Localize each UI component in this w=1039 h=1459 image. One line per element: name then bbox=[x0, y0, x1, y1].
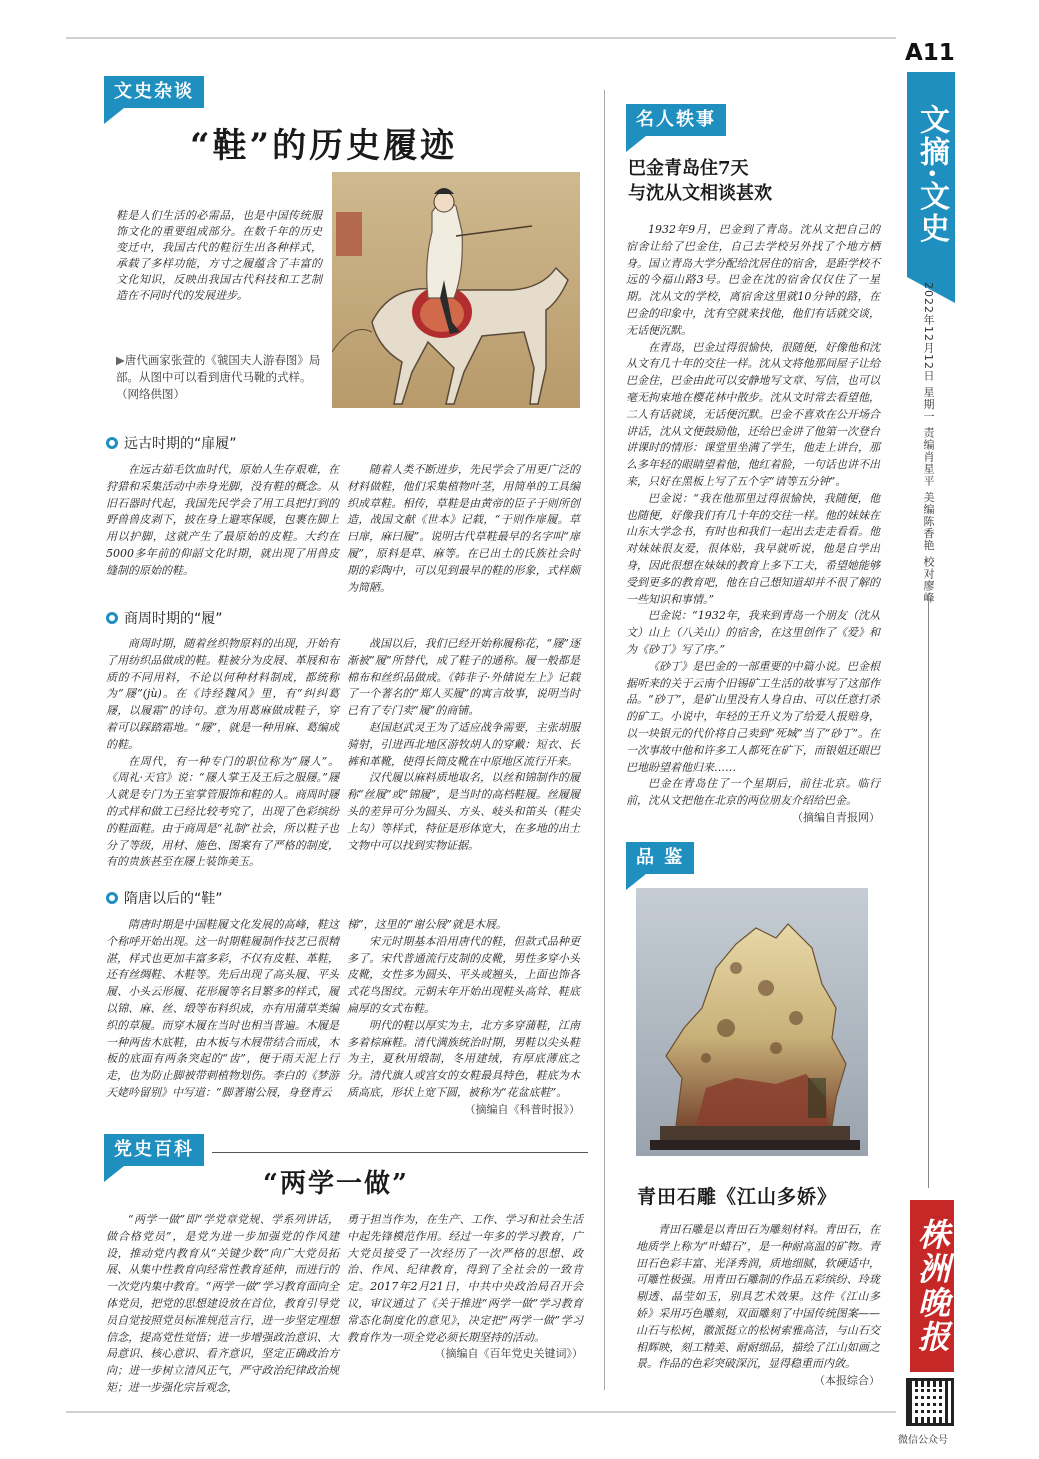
painting-image bbox=[332, 172, 580, 408]
bullet-circle-icon bbox=[106, 437, 118, 449]
article2-source: （摘编自《百年党史关键词》） bbox=[434, 1347, 583, 1361]
qr-code-icon[interactable] bbox=[906, 1378, 954, 1426]
subhead-1: 远古时期的“扉履” bbox=[106, 433, 237, 453]
stone-carving-illustration-icon bbox=[636, 888, 868, 1156]
painting-caption: ▶唐代画家张萱的《虢国夫人游春图》局部。从图中可以看到唐代马靴的式样。（网络供图） bbox=[116, 353, 321, 401]
column-divider bbox=[604, 90, 605, 1390]
section1-col2: 随着人类不断进步，先民学会了用更广泛的材料做鞋，他们采集植物叶茎，用简单的工具编织成草鞋。相传，草鞋是由黄帝的臣子于则所创造，战国文献《世本》记载，“于则作扉履。草曰扉，麻曰履”。说明古代草鞋最早的名字叫“扉履”，原料是草、麻等。在已出土的氏族社会时期的彩陶中，可以见到最早的鞋的形象，式样颇为简陋。 bbox=[347, 463, 580, 594]
qr-label: 微信公众号 bbox=[898, 1435, 948, 1446]
article1-title: “鞋”的历史履迹 bbox=[190, 126, 458, 166]
tag-pinjian: 品 鉴 bbox=[626, 842, 694, 874]
sculpture-image bbox=[636, 888, 868, 1156]
subhead-2: 商周时期的“履” bbox=[106, 608, 223, 628]
article1-source: （摘编自《科普时报》） bbox=[464, 1102, 580, 1116]
article2-col2: 勇于担当作为，在生产、工作、学习和社会生活中起先锋模范作用。经过一年多的学习教育，广大党员接受了一次经历了一次严格的思想、政治、作风、纪律教育，得到了全社会的一致肯定。2017年2月21日，中共中央政治局召开会议，审议通过了《关于推进“两学一做”学习教育常态化制度化的意见》，决定把“两学一做”学习教育作为一项全党必须长期坚持的活动。 （摘编自《百年党史关键词》） bbox=[347, 1212, 583, 1363]
section1-col1: 在远古茹毛饮血时代，原始人生存艰难，在狩猎和采集活动中赤身光脚，没有鞋的概念。从旧石器时代起，我国先民学会了用工具把打到的野兽兽皮剥下，披在身上避寒保暖，包裹在脚上用以护脚，这就产生了最原始的皮鞋。大约在5000多年前的仰韶文化时期，就出现了用兽皮缝制的原始的鞋。 bbox=[106, 463, 339, 577]
side-rule bbox=[928, 593, 929, 1188]
section-name: 文摘·文史 bbox=[907, 72, 955, 277]
tag-dangshi: 党史百科 bbox=[104, 1134, 204, 1166]
page-number: A11 bbox=[905, 40, 955, 66]
article2-title-rule bbox=[212, 1152, 588, 1153]
article4-body: 青田石雕是以青田石为雕刻材料。青田石，在地质学上称为“叶蜡石”，是一种耐高温的矿物。青田石色彩丰富、光泽秀润，质地细腻，软硬适中，可雕性极强。用青田石雕制的作品五彩缤纷、玲珑剔透、晶莹如玉，别具艺术效果。这件《江山多娇》采用巧色雕刻，双面雕刻了中国传统图案——山石与松树，徽派挺立的松树索雅高洁，与山石交相辉映，刻工精美、耐耐细品，描绘了江山如画之景。作品的色彩突破深沉，显得稳重而内敛。 （本报综合） bbox=[636, 1222, 880, 1390]
article3-source: （摘编自青报网） bbox=[792, 810, 880, 824]
article3-body: 1932年9月，巴金到了青岛。沈从文把自己的宿舍让给了巴金住，自己去学校另外找了个地方栖身。国立青岛大学分配给沈居住的宿舍，是距学校不远的今福山路3号。巴金在沈的宿舍仅仅住了一星期。沈从文的学校，离宿舍这里就10分钟的路，在巴金的印象中，沈有空就来找他，他们有话就交谈，无话便沉默。 在青岛，巴金过得很愉快，很随便，好像他和沈从文有几十年的交往一样。沈从文将他那间屋子让给巴金住，巴金由此可以安静地写文章、写信，也可以毫无拘束地在樱花林中散步。沈从文时常去看望他，二人有话就谈，无话便沉默。巴金不喜欢在公开场合讲话，沈从文便鼓励他，还给巴金讲了他第一次登台讲课时的情形：课堂里坐满了学生，他走上讲台，那么多年轻的眼睛望着他，他红着脸，一句话也讲不出来，只好在黑板上写了五个字“请等五分钟”。 巴金说：“我在他那里过得很愉快，我随便，他也随便，好像我们有几十年的交往一样。他的妹妹在山东大学念书，有时也和我们一起出去走走看看。他对妹妹很友爱，很体贴，我早就听说，他是自学出身，因此很想在妹妹的教育上多下工夫，希望她能够受到更多的教育吧，他在自己想知道却并不很了解的一些知识和事情。” 巴金说：“1932年，我来到青岛一个朋友（沈从文）山上（八关山）的宿舍，在这里创作了《爱》和为《砂丁》写了序。” 《砂丁》是巴金的一部重要的中篇小说。巴金根据听来的关于云南个旧锡矿工生活的故事写了这部作品。“砂丁”，是矿山里没有人身自由、可以任意打杀的矿工。小说中，年轻的王升义为了给爱人报赔身，以一块银元的代价将自己卖到“死城”当了“砂丁”。在一次事故中他和许多工人都死在矿下，而银姐还眼巴巴地盼望着他归来…… 巴金在青岛住了一个星期后，前往北京。临行前，沈从文把他在北京的两位朋友介绍给巴金。 （摘编自青报网） bbox=[626, 222, 880, 827]
bullet-circle-icon bbox=[106, 612, 118, 624]
section3-col1: 隋唐时期是中国鞋履文化发展的高峰，鞋这个称呼开始出现。这一时期鞋履制作技艺已很精湛，样式也更加丰富多彩，不仅有皮鞋、革鞋，还有丝绸鞋、木鞋等。先后出现了高头履、平头履、小头云形履、花形履等名目繁多的样式，履以锦、麻、丝、缎等布料织成，亦有用蒲草类编织的草履。而穿木履在当时也相当普遍。木履是一种两齿木底鞋，由木板与木屐带结合而成，木板的底面有两条突起的“齿”，便于雨天泥上行走，也为防止脚被带刺植物划伤。李白的《梦游天姥吟留别》中写道：“脚著谢公屐，身登青云 bbox=[106, 918, 339, 1099]
article1-intro: 鞋是人们生活的必需品，也是中国传统服饰文化的重要组成部分。在数千年的历史变迁中，我国古代的鞋衍生出各种样式，承载了多样功能，方寸之履蕴含了丰富的文化知识，反映出我国古代科技和工艺制造在不同时代的发展进步。 bbox=[116, 209, 322, 302]
tag-mingren: 名人轶事 bbox=[626, 104, 726, 136]
article3-title: 巴金青岛住7天 与沈从文相谈甚欢 bbox=[628, 158, 772, 204]
article4-title: 青田石雕《江山多娇》 bbox=[637, 1186, 838, 1208]
top-rule bbox=[66, 37, 896, 39]
article2-col1: “两学一做”即“学党章党规、学系列讲话，做合格党员”，是党为进一步加强党的作风建设，推动党内教育从“关键少数”向广大党员拓展、从集中性教育向经常性教育延伸，而进行的一次党内集中教育。“两学一做”学习教育面向全体党员，把党的思想建设放在首位，教育引导党员自觉按照党员标准规范言行，进一步坚定理想信念，提高党性觉悟；进一步增强政治意识、大局意识、核心意识、看齐意识，坚定正确政治方向；进一步树立清风正气，严守政治纪律政治规矩；进一步强化宗旨观念， bbox=[106, 1213, 339, 1394]
tag-wenshi: 文史杂谈 bbox=[104, 76, 204, 108]
section2-col1: 商周时期，随着丝织物原料的出现，开始有了用纺织品做成的鞋。鞋被分为皮屐、革屐和布质的不同用料，不论以何种材料制成，都统称为“屦”(jù)。在《诗经魏风》里，有“纠纠葛屦，以履霜”的诗句。意为用葛麻做成鞋子，穿着可以踩踏霜地。“屦”，就是一种用麻、葛编成的鞋。 在周代，有一种专门的职位称为“屦人”。《周礼·天官》说：“屦人掌王及王后之服屦。”屦人就是专门为王室掌管服饰和鞋的人。商周时屦的式样和做工已经比较考究了，出现了色彩缤纷的鞋面鞋。由于商周是“礼制”社会，所以鞋子也分了等级，用材、施色、图案有了严格的制度，有的贵族甚至在屦上装饰美玉。 bbox=[106, 637, 339, 869]
issue-info: 2022年12月12日 星期一 责编肖星平 美编陈香艳 校对廖峰 bbox=[922, 282, 935, 604]
article4-source: （本报综合） bbox=[814, 1374, 880, 1388]
section3-col2: 梯”，这里的“谢公屐”就是木屐。 宋元时期基本沿用唐代的鞋，但款式品种更多了。宋代普通流行皮制的皮靴，男性多穿小头皮靴，女性多为圆头、平头或翘头，上面也饰各式花鸟图纹。元朝末年开始出现鞋头高耸、鞋底扁厚的女式布鞋。 明代的鞋以厚实为主，北方多穿蒲鞋，江南多着棕麻鞋。清代满族统治时期，男鞋以尖头鞋为主，夏秋用缎制，冬用建绒，有厚底薄底之分。清代旗人或宫女的女鞋最具特色，鞋底为木质高底，形状上宽下圆，被称为“花盆底鞋”。 （摘编自《科普时报》） bbox=[347, 917, 580, 1119]
bullet-circle-icon bbox=[106, 892, 118, 904]
newspaper-logo: 株洲晚报 bbox=[910, 1200, 954, 1372]
bottom-rule bbox=[66, 1411, 896, 1413]
section2-col2: 战国以后，我们已经开始称履称花，“屦”逐渐被“履”所替代，成了鞋子的通称。履一般都是棉布和丝织品做成。《韩非子·外储说左上》记载了一个著名的“郑人买履”的寓言故事，说明当时已有了专门卖“履”的商铺。 赵国赵武灵王为了适应战争需要，主张胡服骑射，引进西北地区游牧胡人的穿戴：短衣、长裤和革靴，使得长筒皮靴在中原地区流行开来。 汉代履以麻料质地取名，以丝和锦制作的履称“丝履”或“锦履”，是当时的高档鞋履。丝履履头的差异可分为圆头、方头、岐头和笛头（鞋尖上勾）等样式，特征是形体宽大，在多地的出土文物中可以找到实物证据。 bbox=[347, 637, 580, 852]
article2-title: “两学一做” bbox=[263, 1169, 409, 1199]
subhead-3: 隋唐以后的“鞋” bbox=[106, 888, 223, 908]
caption-arrow-icon: ▶ bbox=[116, 353, 125, 367]
horse-rider-illustration-icon bbox=[332, 172, 580, 408]
